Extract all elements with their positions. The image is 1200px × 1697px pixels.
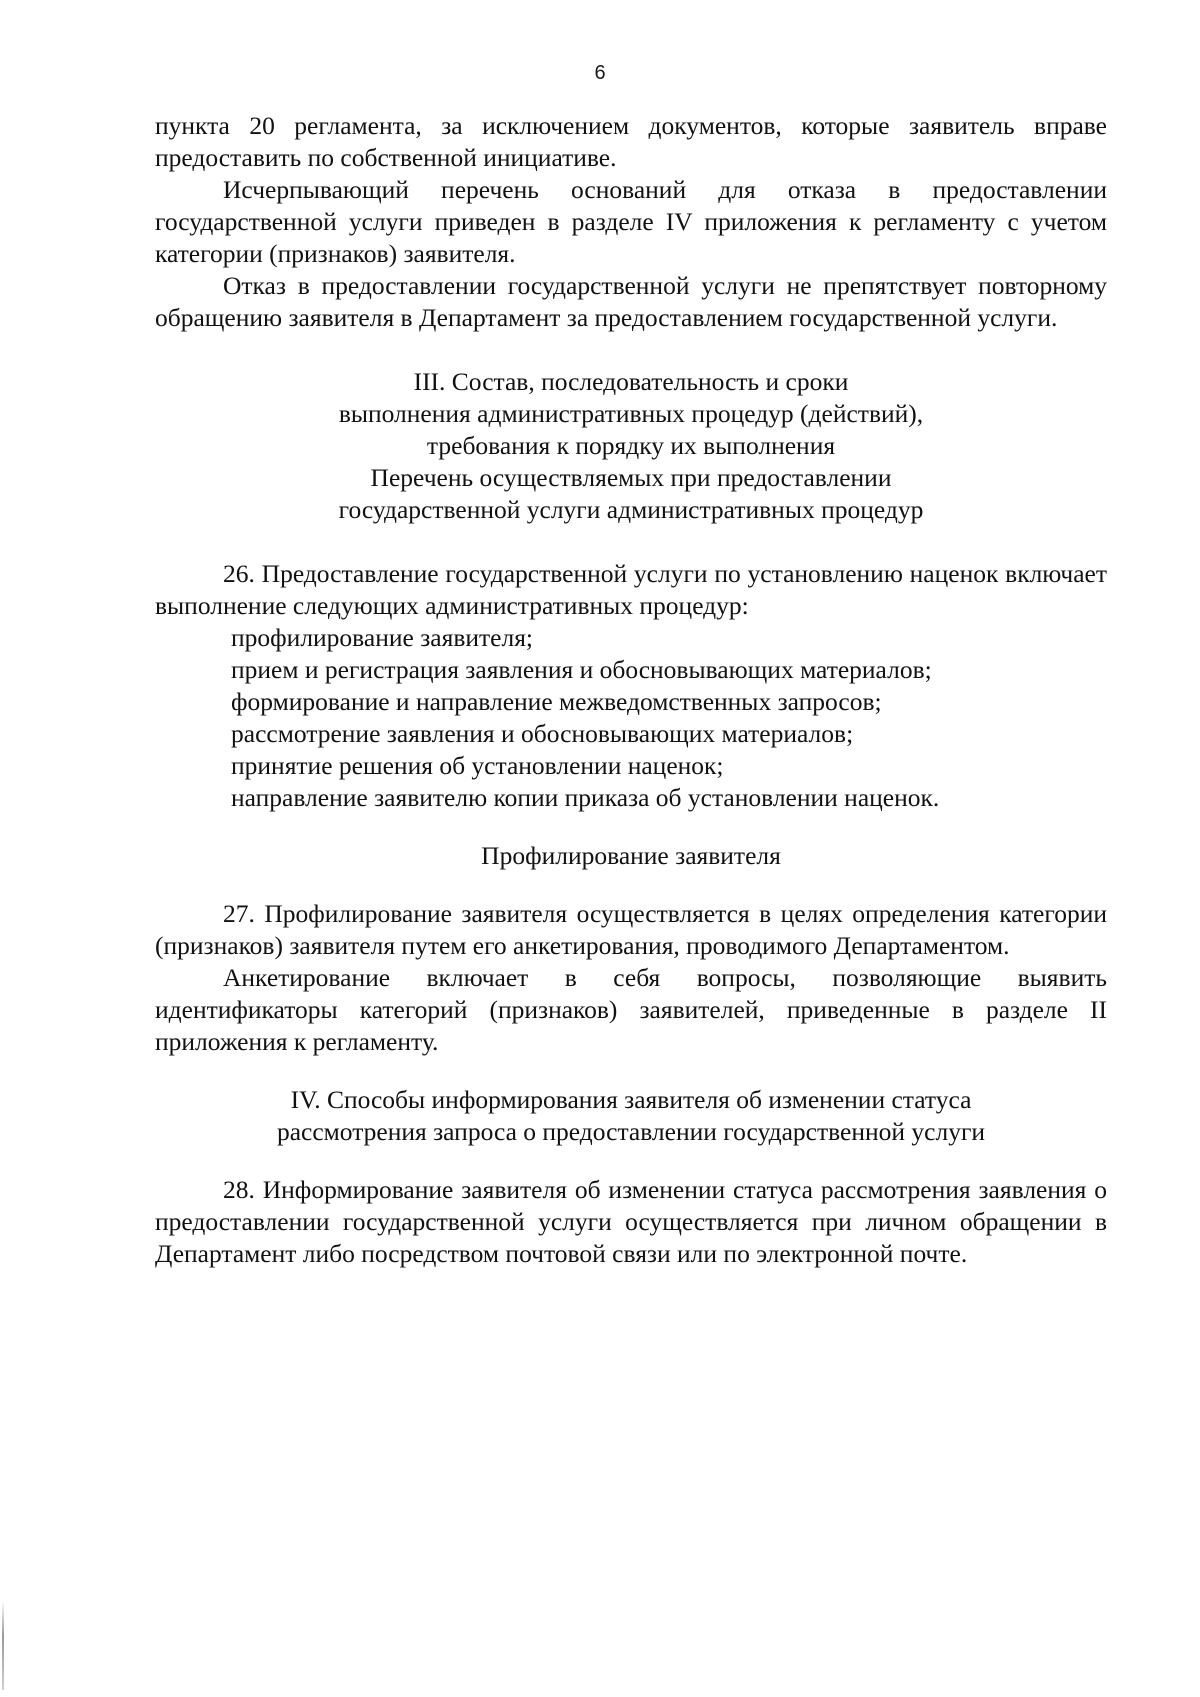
paragraph-27-continued: Анкетирование включает в себя вопросы, позволяющие выявить идентификаторы категорий (признаков) заявителей, приведенные в разделе II приложения к регламенту.	[155, 963, 1107, 1056]
section-4-heading-line: IV. Способы информирования заявителя об изменении статуса	[290, 1085, 972, 1114]
paragraph-intro-1: пункта 20 регламента, за исключением документов, которые заявитель вправе предоставить по собственной инициативе.	[155, 111, 1107, 172]
page-number: 6	[594, 62, 606, 84]
section-4-heading	[155, 1084, 1107, 1148]
subheading-profiling: Профилирование заявителя	[481, 841, 781, 870]
document-body	[155, 110, 1107, 1270]
section-3-heading-line: выполнения административных процедур (действий),	[338, 399, 924, 428]
procedure-item: направление заявителю копии приказа об установлении наценок.	[231, 783, 940, 812]
section-3-heading-line: требования к порядку их выполнения	[426, 431, 836, 460]
paragraph-26: 26. Предоставление государственной услуги по установлению наценок включает выполнение следующих административных процедур:	[155, 559, 1107, 620]
section-4-heading-line: рассмотрения запроса о предоставлении государственной услуги	[276, 1117, 986, 1146]
procedure-item: прием и регистрация заявления и обосновывающих материалов;	[231, 655, 932, 684]
procedure-item: формирование и направление межведомственных запросов;	[231, 687, 882, 716]
procedure-item: рассмотрение заявления и обосновывающих материалов;	[231, 719, 854, 748]
paragraph-28: 28. Информирование заявителя об изменении статуса рассмотрения заявления о предоставлении государственной услуги осуществляется при личном обращении в Департамент либо посредством почтовой связи или по электронной почте.	[155, 1175, 1107, 1268]
procedure-item: принятие решения об установлении наценок;	[231, 751, 724, 780]
section-3-heading-line: государственной услуги административных процедур	[338, 495, 924, 524]
procedure-item: профилирование заявителя;	[231, 623, 534, 652]
section-3-heading	[155, 366, 1107, 526]
procedure-list	[155, 622, 1107, 814]
paragraph-intro-2: Исчерпывающий перечень оснований для отказа в предоставлении государственной услуги приведен в разделе IV приложения к регламенту с учетом категории (признаков) заявителя.	[155, 175, 1107, 268]
scan-edge-mark	[2, 1600, 4, 1690]
section-3-heading-line: III. Состав, последовательность и сроки	[413, 367, 849, 396]
paragraph-intro-3: Отказ в предоставлении государственной услуги не препятствует повторному обращению заявителя в Департамент за предоставлением государственной услуги.	[155, 271, 1107, 332]
section-3-heading-line: Перечень осуществляемых при предоставлении	[370, 463, 892, 492]
paragraph-27: 27. Профилирование заявителя осуществляется в целях определения категории (признаков) заявителя путем его анкетирования, проводимого Департаментом.	[155, 899, 1107, 960]
